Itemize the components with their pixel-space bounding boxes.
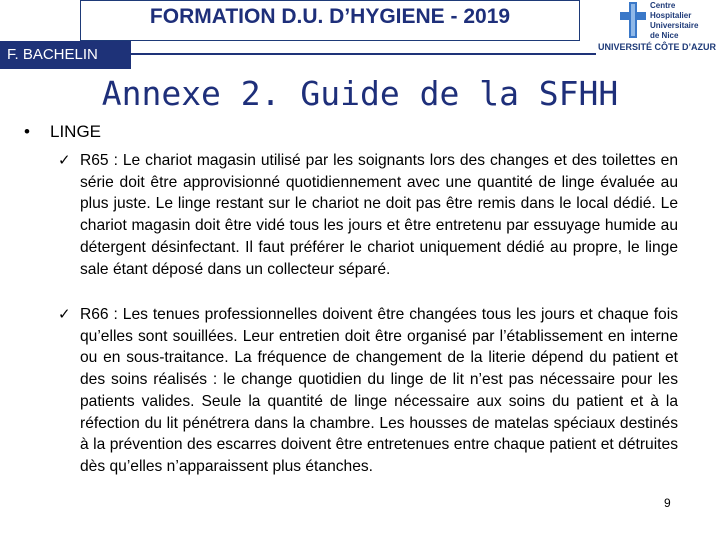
- bullet-linge: [24, 122, 101, 142]
- recommendation-text: R66 : Les tenues professionnelles doivent être changées tous les jours et chaque fois qu’elles sont souillées. Leur entretien doit être organisé par l’établissement en interne ou en sous-traitance. La fréquence de changement de la literie dépend du patient et des soins réalisés : le change quotidien du linge de lit n’est pas nécessaire pour les patients valides. Seule la quantité de linge nécessaire aux soins du patient et à la réfection du lit pénétrera dans la chambre. Les housses de matelas spéciaux destinés à la prévention des escarres doivent être entretenues entre chaque patient et détruites dès qu’elles n’apparaissent plus étanches.: [80, 306, 678, 475]
- checkmark-icon: ✓: [58, 152, 71, 169]
- recommendation-r65: [58, 150, 678, 280]
- hospital-cross-icon: [620, 2, 646, 38]
- bullet-label: LINGE: [50, 122, 102, 141]
- checkmark-icon: ✓: [58, 306, 71, 323]
- bullet-dot-icon: •: [24, 122, 30, 141]
- logo-line-4: de Nice: [650, 31, 679, 40]
- logo-line-3: Universitaire: [650, 21, 699, 30]
- logo-line-2: Hospitalier: [650, 11, 692, 20]
- chu-nice-logo: [598, 0, 720, 60]
- page-number: 9: [664, 496, 671, 510]
- author-label: F. BACHELIN: [0, 41, 131, 69]
- logo-line-1: Centre: [650, 1, 676, 10]
- header-rule: [131, 53, 596, 55]
- recommendation-r66: [58, 304, 678, 478]
- recommendation-text: R65 : Le chariot magasin utilisé par les soignants lors des changes et des toilettes en série doit être approvisionné quotidiennement avec une quantité de linge évaluée au plus juste. Le linge restant sur le chariot ne doit pas être remis dans le local dédié. Le chariot magasin doit être vidé tous les jours et être entretenu par essuyage humide au détergent désinfectant. Il faut préférer le chariot uniquement dédié au propre, le linge sale étant déposé dans un collecteur séparé.: [80, 152, 678, 278]
- university-label: UNIVERSITÉ CÔTE D’AZUR: [598, 42, 717, 52]
- header-title: FORMATION D.U. D’HYGIENE - 2019: [149, 5, 511, 28]
- slide-title: Annexe 2. Guide de la SFHH: [101, 74, 619, 113]
